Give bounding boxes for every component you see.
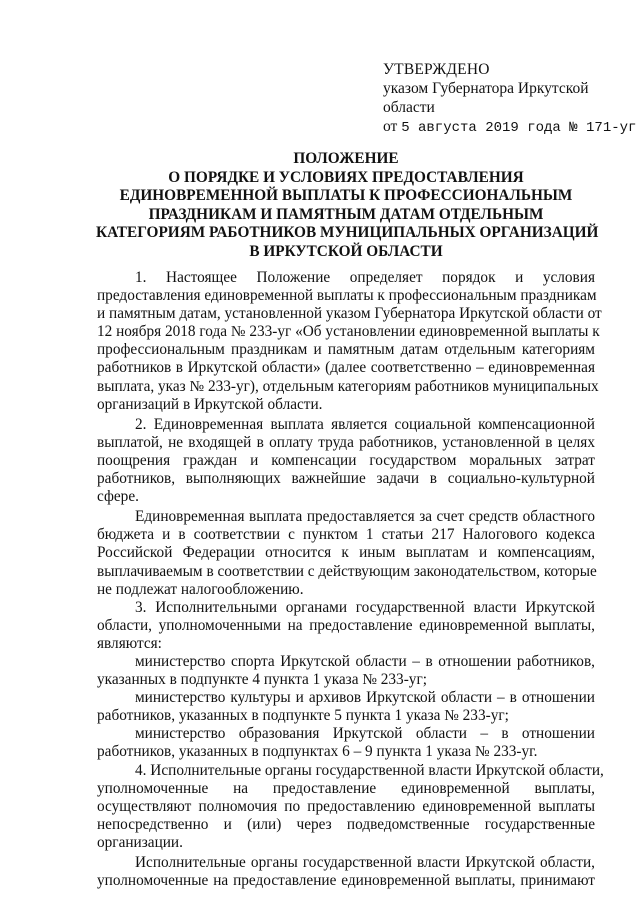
approval-title: УТВЕРЖДЕНО <box>383 61 490 78</box>
document-body <box>97 269 604 890</box>
text-line: и памятным датам, установленной указом Губернатора Иркутской области от <box>97 305 602 323</box>
paragraph-3 <box>97 599 595 762</box>
text-line: не подлежат налогообложению. <box>97 580 304 598</box>
title-line: ЕДИНОВРЕМЕННОЙ ВЫПЛАТЫ К ПРОФЕССИОНАЛЬНЫМ <box>119 187 573 204</box>
text-line: выплатой, не входящей в оплату труда работников, установленной в целях <box>97 433 595 451</box>
text-line: выплата, указ № 233-уг), отдельным категориям работников муниципальных <box>97 377 599 395</box>
approval-date-prefix: от <box>383 118 398 135</box>
text-line: Российской Федерации относится к иным выплатам и компенсациям, <box>97 544 595 562</box>
text-line: Исполнительные органы государственной власти Иркутской области, <box>135 854 595 871</box>
approval-line-1: указом Губернатора Иркутской <box>383 80 589 97</box>
title-line: КАТЕГОРИЯМ РАБОТНИКОВ МУНИЦИПАЛЬНЫХ ОРГАНИЗАЦИЙ <box>96 224 599 241</box>
text-line: 2. Единовременная выплата является социальной компенсационной <box>135 415 595 433</box>
text-line: непосредственно и (или) через подведомственные государственные <box>97 815 595 833</box>
text-line: организации. <box>97 833 183 851</box>
text-line: предоставления единовременной выплаты к профессиональным праздникам <box>97 287 597 305</box>
text-line: 1. Настоящее Положение определяет порядок и условия <box>135 269 595 286</box>
text-line: 4. Исполнительные органы государственной власти Иркутской области, <box>135 761 604 779</box>
text-line: выплачиваемым в соответствии с действующим законодательством, которые <box>97 562 597 580</box>
paragraph-4b <box>97 854 595 890</box>
paragraph-1 <box>97 269 602 414</box>
text-line: министерство культуры и архивов Иркутской области – в отношении <box>135 689 595 707</box>
text-line: указанных в подпункте 4 пункта 1 указа № 233-уг; <box>97 671 427 689</box>
text-line: области, уполномоченными на предоставление единовременной выплаты, <box>97 616 595 634</box>
approval-date <box>383 117 637 138</box>
title-line: В ИРКУТСКОЙ ОБЛАСТИ <box>249 242 443 260</box>
title-line: О ПОРЯДКЕ И УСЛОВИЯХ ПРЕДОСТАВЛЕНИЯ <box>168 168 524 186</box>
text-line: работников, указанных в подпунктах 6 – 9 пункта 1 указа № 233-уг. <box>97 743 538 761</box>
text-line: 12 ноября 2018 года № 233-уг «Об установлении единовременной выплаты к <box>97 323 600 341</box>
text-line: сфере. <box>97 488 139 506</box>
text-line: являются: <box>97 634 162 652</box>
paragraph-4 <box>97 761 604 852</box>
text-line: работников в Иркутской области» (далее соответственно – единовременная <box>97 359 595 377</box>
text-line: 3. Исполнительными органами государственной власти Иркутской <box>135 598 595 616</box>
text-line: организаций в Иркутской области. <box>97 395 323 413</box>
text-line: уполномоченные на предоставление единовременной выплаты, <box>97 779 595 797</box>
text-line: Единовременная выплата предоставляется за счет средств областного <box>135 508 595 526</box>
text-line: уполномоченные на предоставление единовременной выплаты, принимают <box>97 872 595 890</box>
text-line: профессиональным праздникам и памятным датам отдельным категориям <box>97 341 595 359</box>
title-line: ПРАЗДНИКАМ И ПАМЯТНЫМ ДАТАМ ОТДЕЛЬНЫМ <box>148 205 544 223</box>
text-line: работников, выполняющих важнейшие задачи в социально-культурной <box>97 470 595 488</box>
text-line: работников, указанных в подпункте 5 пункта 1 указа № 233-уг; <box>97 707 509 725</box>
approval-line-2: области <box>383 99 435 116</box>
text-line: министерство спорта Иркутской области – в отношении работников, <box>135 652 595 670</box>
approval-stamp <box>383 60 637 138</box>
text-line: осуществляют полномочия по предоставлению единовременной выплаты <box>97 797 595 815</box>
document-title <box>96 150 599 261</box>
approval-date-value: 5 августа 2019 года № 171-уг <box>401 120 637 136</box>
text-line: поощрения граждан и компенсации государством моральных затрат <box>97 451 595 469</box>
title-line: ПОЛОЖЕНИЕ <box>293 150 399 167</box>
text-line: бюджета и в соответствии с пунктом 1 статьи 217 Налогового кодекса <box>97 526 595 544</box>
text-line: министерство образования Иркутской области – в отношении <box>135 725 595 743</box>
paragraph-2 <box>97 416 595 506</box>
paragraph-2b <box>97 508 595 598</box>
